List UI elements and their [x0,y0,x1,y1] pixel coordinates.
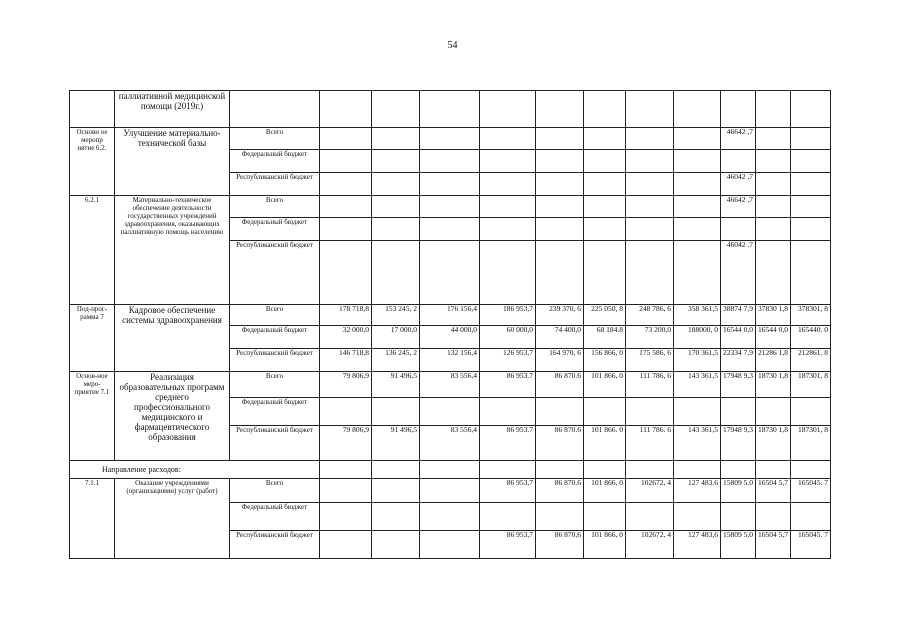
value-cell [536,150,584,173]
value-cell [791,241,831,305]
value-cell: 46642 ,7 [721,196,756,218]
value-cell: 102672, 4 [626,479,674,503]
value-cell [584,461,626,479]
value-cell [536,91,584,128]
value-cell: 86 870,6 [536,531,584,559]
value-cell: 156 866, 0 [584,349,626,372]
value-cell [320,218,372,241]
value-cell [536,398,584,426]
value-cell [480,150,536,173]
value-cell: 188000, 0 [674,326,721,349]
value-cell [674,128,721,150]
value-cell [480,218,536,241]
source-cell: Федеральный бюджет [230,326,320,349]
name-cell: Оказание учреждениями (организациями) услуг (работ) [115,479,230,559]
value-cell [320,150,372,173]
page-number: 54 [447,40,458,51]
table-row [70,305,831,326]
value-cell [791,461,831,479]
value-cell [320,241,372,305]
value-cell [536,128,584,150]
value-cell [756,173,791,196]
value-cell: 146 718,8 [320,349,372,372]
value-cell: 38874 7,9 [721,305,756,326]
direction-label: Направление расходов: [70,461,320,479]
value-cell: 17948 9,3 [721,426,756,461]
value-cell [372,173,420,196]
value-cell [626,503,674,531]
value-cell: 127 483,6 [674,531,721,559]
value-cell: 32 000,0 [320,326,372,349]
value-cell: 22334 7,9 [721,349,756,372]
value-cell [674,218,721,241]
value-cell [626,398,674,426]
value-cell: 101 866, 0 [584,372,626,398]
value-cell [756,398,791,426]
value-cell [372,218,420,241]
value-cell [721,150,756,173]
value-cell [584,91,626,128]
value-cell [674,150,721,173]
value-cell [674,503,721,531]
name-cell: Улучшение материально-технической базы [115,128,230,196]
value-cell: 225 050, 8 [584,305,626,326]
value-cell: 127 483.6 [674,479,721,503]
value-cell [721,461,756,479]
code-cell [70,91,115,128]
value-cell: 165045. 7 [791,531,831,559]
table-row [70,372,831,398]
value-cell [626,150,674,173]
table-row [70,461,831,479]
value-cell: 136 245, 2 [372,349,420,372]
value-cell: 111 786, 6 [626,372,674,398]
value-cell: 187301, 8 [791,426,831,461]
value-cell: 248 786, 6 [626,305,674,326]
value-cell: 86 953,7 [480,479,536,503]
value-cell [791,196,831,218]
value-cell: 86 953.7 [480,372,536,398]
value-cell [372,241,420,305]
value-cell: 91 496,5 [372,426,420,461]
value-cell [584,218,626,241]
value-cell [721,503,756,531]
value-cell [674,196,721,218]
value-cell: 378301, 8 [791,305,831,326]
value-cell [420,128,480,150]
value-cell [320,91,372,128]
value-cell [674,173,721,196]
value-cell: 358 361,5 [674,305,721,326]
value-cell [372,479,420,503]
value-cell [372,196,420,218]
value-cell: 102672, 4 [626,531,674,559]
value-cell [756,503,791,531]
value-cell: 91 496,5 [372,372,420,398]
value-cell [372,461,420,479]
code-cell: Под-прог-рамма 7 [70,305,115,372]
value-cell: 73 200,0 [626,326,674,349]
value-cell: 44 000,0 [420,326,480,349]
table-row [70,479,831,503]
name-cell: Материально-техническое обеспечение деятельности государственных учреждений здравоохранения, оказывающих паллиативную помощь населению [115,196,230,305]
value-cell [626,128,674,150]
value-cell: 143 361,5 [674,426,721,461]
value-cell: 186 953,7 [480,305,536,326]
value-cell [756,91,791,128]
value-cell [480,503,536,531]
value-cell [674,91,721,128]
value-cell [372,150,420,173]
value-cell: 86 870.6 [536,426,584,461]
value-cell [674,398,721,426]
value-cell: 46042 .7 [721,241,756,305]
source-cell: Республиканский бюджет [230,426,320,461]
value-cell: 46042 ,7 [721,173,756,196]
value-cell: 46642 ,7 [721,128,756,150]
value-cell: 16504 5,7 [756,531,791,559]
value-cell: 68 184.8 [584,326,626,349]
source-cell: Федеральный бюджет [230,150,320,173]
value-cell: 79 806,9 [320,426,372,461]
value-cell [420,196,480,218]
source-cell: Федеральный бюджет [230,218,320,241]
value-cell [791,503,831,531]
value-cell [626,461,674,479]
value-cell [756,461,791,479]
value-cell: 86 953.7 [480,426,536,461]
value-cell: 83 556,4 [420,426,480,461]
value-cell [320,128,372,150]
source-cell: Федеральный бюджет [230,503,320,531]
value-cell [320,479,372,503]
value-cell [320,196,372,218]
name-cell: паллиативной медицинской помощи (2019г.) [115,91,230,128]
value-cell: 101 866, 0 [584,479,626,503]
value-cell [536,503,584,531]
value-cell [536,218,584,241]
value-cell [791,218,831,241]
code-cell: 7.1.1 [70,479,115,559]
value-cell [420,150,480,173]
value-cell [791,398,831,426]
value-cell [791,91,831,128]
value-cell: 111 786. 6 [626,426,674,461]
value-cell [756,150,791,173]
value-cell [420,531,480,559]
value-cell [721,91,756,128]
value-cell: 132 156,4 [420,349,480,372]
value-cell [420,461,480,479]
value-cell: 165440. 0 [791,326,831,349]
value-cell [584,128,626,150]
value-cell: 86 870.6 [536,479,584,503]
value-cell [320,173,372,196]
value-cell [584,503,626,531]
value-cell: 239 370, 6 [536,305,584,326]
value-cell [626,241,674,305]
source-cell: Всего [230,128,320,150]
value-cell [320,461,372,479]
value-cell [536,461,584,479]
value-cell: 153 245, 2 [372,305,420,326]
value-cell: 178 718,8 [320,305,372,326]
name-cell: Реализация образовательных программ среднего профессионального медицинского и фармацевтического образования [115,372,230,461]
value-cell [480,128,536,150]
value-cell [372,503,420,531]
value-cell: 175 586, 6 [626,349,674,372]
source-cell: Всего [230,372,320,398]
value-cell [674,241,721,305]
code-cell: 6.2.1 [70,196,115,305]
value-cell: 143 361,5 [674,372,721,398]
value-cell: 74 400,0 [536,326,584,349]
value-cell [372,128,420,150]
value-cell [420,503,480,531]
source-cell: Республиканский бюджет [230,173,320,196]
source-cell [230,91,320,128]
value-cell: 79 806,9 [320,372,372,398]
source-cell: Республиканский бюджет [230,531,320,559]
value-cell [721,398,756,426]
value-cell [320,531,372,559]
value-cell: 164 970, 6 [536,349,584,372]
value-cell [756,196,791,218]
value-cell: 16544 0,0 [756,326,791,349]
value-cell [626,218,674,241]
value-cell [584,241,626,305]
value-cell [756,128,791,150]
value-cell [420,173,480,196]
code-cell: Основ-ное меро-приятие 7.1 [70,372,115,461]
value-cell: 18730 1,8 [756,426,791,461]
value-cell [791,128,831,150]
value-cell: 83 556,4 [420,372,480,398]
value-cell [420,398,480,426]
value-cell [536,241,584,305]
value-cell [584,196,626,218]
name-cell: Кадровое обеспечение системы здравоохранения [115,305,230,372]
budget-table [69,90,831,559]
value-cell: 176 156,4 [420,305,480,326]
value-cell [480,398,536,426]
value-cell [420,91,480,128]
value-cell [626,173,674,196]
value-cell: 86 870.6 [536,372,584,398]
value-cell [372,531,420,559]
value-cell [584,150,626,173]
table-row [70,128,831,150]
value-cell: 15809 5.0 [721,479,756,503]
value-cell [791,173,831,196]
value-cell: 187301, 8 [791,372,831,398]
source-cell: Республиканский бюджет [230,349,320,372]
value-cell [756,241,791,305]
value-cell: 15809 5,0 [721,531,756,559]
table-row [70,196,831,218]
value-cell [674,461,721,479]
value-cell: 60 000,0 [480,326,536,349]
value-cell: 86 953,7 [480,531,536,559]
value-cell [536,173,584,196]
budget-table-body [70,91,831,559]
value-cell: 16504 5,7 [756,479,791,503]
value-cell [420,241,480,305]
source-cell: Всего [230,305,320,326]
value-cell [480,196,536,218]
value-cell: 21286 1,8 [756,349,791,372]
value-cell: 170 361,5 [674,349,721,372]
value-cell [721,218,756,241]
value-cell [626,196,674,218]
value-cell [480,241,536,305]
table-row [70,91,831,128]
source-cell: Республиканский бюджет [230,241,320,305]
value-cell [584,173,626,196]
value-cell: 101 866, 0 [584,531,626,559]
value-cell [320,503,372,531]
value-cell [420,218,480,241]
code-cell: Основн ое меропр иятие 6.2. [70,128,115,196]
source-cell: Всего [230,196,320,218]
value-cell [420,479,480,503]
value-cell: 18730 1,8 [756,372,791,398]
value-cell [320,398,372,426]
value-cell: 37830 1,8 [756,305,791,326]
value-cell [480,461,536,479]
value-cell [584,398,626,426]
value-cell [372,91,420,128]
value-cell [372,398,420,426]
source-cell: Федеральный бюджет [230,398,320,426]
value-cell: 16544 0,0 [721,326,756,349]
value-cell: 212861. 8 [791,349,831,372]
value-cell: 17948 9,3 [721,372,756,398]
value-cell: 17 000,0 [372,326,420,349]
value-cell [756,218,791,241]
value-cell: 101 866. 0 [584,426,626,461]
value-cell [536,196,584,218]
source-cell: Всего [230,479,320,503]
value-cell [626,91,674,128]
value-cell [480,91,536,128]
value-cell [480,173,536,196]
value-cell: 126 953,7 [480,349,536,372]
value-cell [791,150,831,173]
value-cell: 165045. 7 [791,479,831,503]
